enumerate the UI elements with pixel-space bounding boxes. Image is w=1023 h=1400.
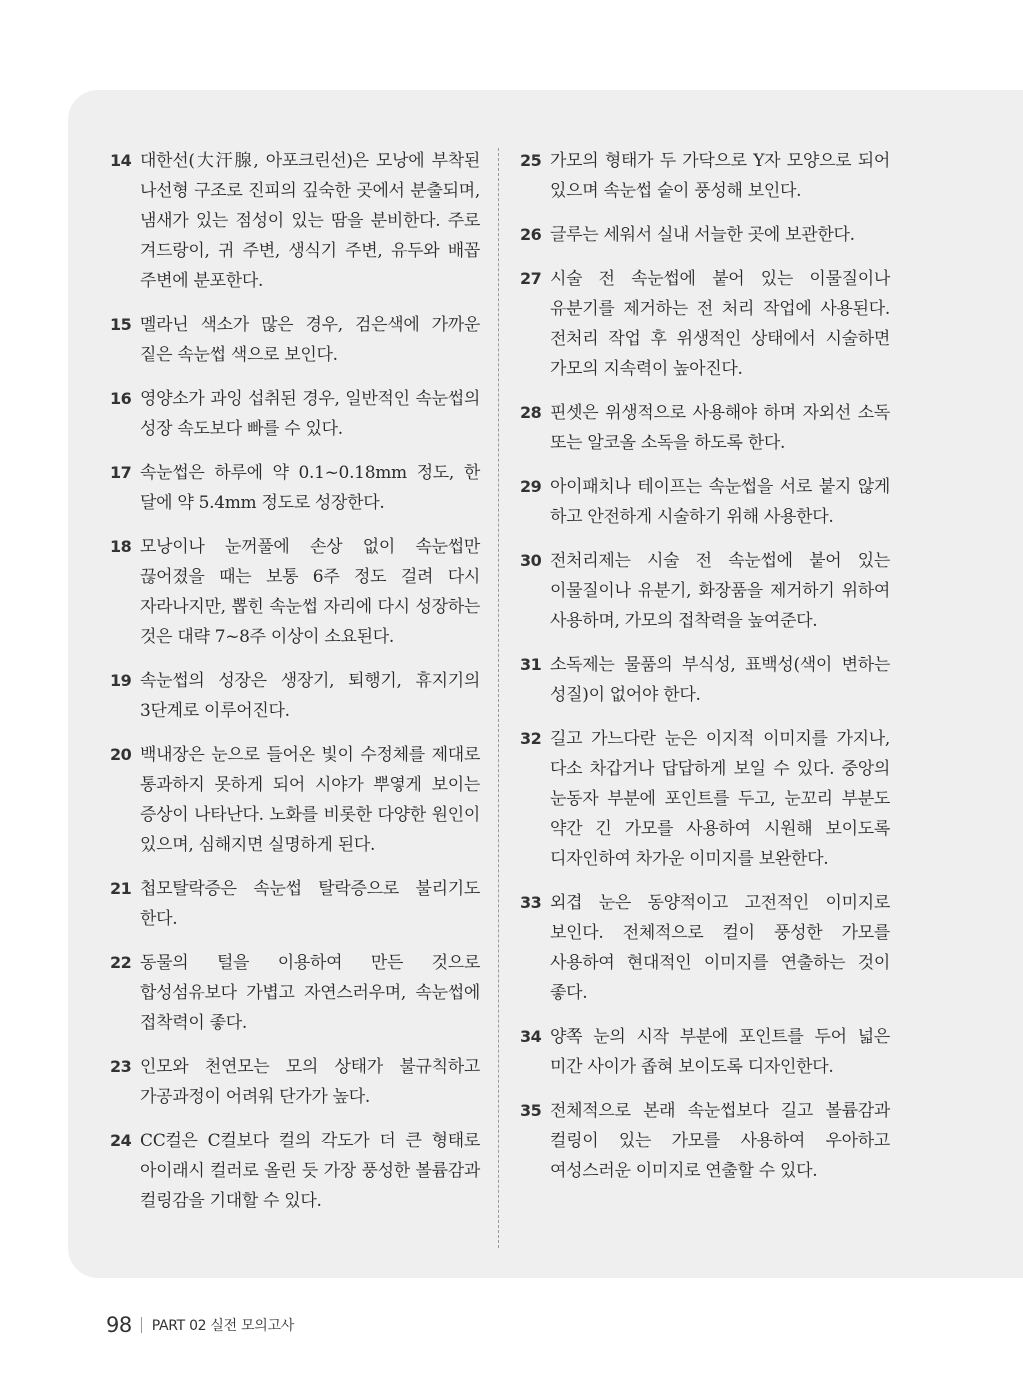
answer-item — [520, 1096, 890, 1186]
item-number: 19 — [110, 671, 132, 690]
item-number: 17 — [110, 463, 132, 482]
answer-item — [520, 398, 890, 458]
answer-column-right — [520, 146, 890, 1200]
item-number: 16 — [110, 389, 132, 408]
column-divider — [498, 148, 499, 1248]
item-text: 영양소가 과잉 섭취된 경우, 일반적인 속눈썹의 성장 속도보다 빠를 수 있다. — [140, 389, 480, 439]
item-number: 26 — [520, 225, 542, 244]
item-text: 전처리제는 시술 전 속눈썹에 붙어 있는 이물질이나 유분기, 화장품을 제거하기 위하여 사용하며, 가모의 접착력을 높여준다. — [550, 551, 890, 631]
item-number: 23 — [110, 1057, 132, 1076]
item-text: 길고 가느다란 눈은 이지적 이미지를 가지나, 다소 차갑거나 답답하게 보일 수 있다. 중앙의 눈동자 부분에 포인트를 두고, 눈꼬리 부분도 약간 긴 가모를 사용하여 시원해 보이도록 디자인하여 차가운 이미지를 보완한다. — [550, 729, 890, 869]
item-number: 25 — [520, 151, 542, 170]
item-number: 20 — [110, 745, 132, 764]
answer-item — [110, 532, 480, 652]
item-number: 22 — [110, 953, 132, 972]
item-text: 전체적으로 본래 속눈썹보다 길고 볼륨감과 컬링이 있는 가모를 사용하여 우아하고 여성스러운 이미지로 연출할 수 있다. — [550, 1101, 890, 1181]
item-text: 핀셋은 위생적으로 사용해야 하며 자외선 소독 또는 알코올 소독을 하도록 한다. — [550, 403, 890, 453]
item-text: 외겹 눈은 동양적이고 고전적인 이미지로 보인다. 전체적으로 컬이 풍성한 가모를 사용하여 현대적인 이미지를 연출하는 것이 좋다. — [550, 893, 890, 1003]
item-text: 속눈썹의 성장은 생장기, 퇴행기, 휴지기의 3단계로 이루어진다. — [140, 671, 480, 721]
item-text: 소독제는 물품의 부식성, 표백성(색이 변하는 성질)이 없어야 한다. — [550, 655, 890, 705]
page-number: 98 — [106, 1313, 132, 1337]
item-number: 28 — [520, 403, 542, 422]
item-number: 18 — [110, 537, 132, 556]
page-footer — [106, 1313, 294, 1337]
answer-item — [110, 1052, 480, 1112]
item-text: 시술 전 속눈썹에 붙어 있는 이물질이나 유분기를 제거하는 전 처리 작업에 사용된다. 전처리 작업 후 위생적인 상태에서 시술하면 가모의 지속력이 높아진다. — [550, 269, 890, 379]
footer-separator — [141, 1317, 142, 1333]
item-text: CC컬은 C컬보다 컬의 각도가 더 큰 형태로 아이래시 컬러로 올린 듯 가장 풍성한 볼륨감과 컬링감을 기대할 수 있다. — [140, 1131, 480, 1211]
item-number: 32 — [520, 729, 542, 748]
item-number: 15 — [110, 315, 132, 334]
item-text: 대한선(大汗腺, 아포크린선)은 모낭에 부착된 나선형 구조로 진피의 깊숙한 곳에서 분출되며, 냄새가 있는 점성이 있는 땀을 분비한다. 주로 겨드랑이, 귀 주변, 생식기 주변, 유두와 배꼽 주변에 분포한다. — [140, 151, 480, 291]
answer-item — [110, 384, 480, 444]
answer-item — [110, 310, 480, 370]
item-number: 30 — [520, 551, 542, 570]
item-text: 아이패치나 테이프는 속눈썹을 서로 붙지 않게 하고 안전하게 시술하기 위해 사용한다. — [550, 477, 890, 527]
item-text: 멜라닌 색소가 많은 경우, 검은색에 가까운 짙은 속눈썹 색으로 보인다. — [140, 315, 480, 365]
answer-item — [520, 724, 890, 874]
item-text: 첩모탈락증은 속눈썹 탈락증으로 불리기도 한다. — [140, 879, 480, 929]
item-text: 동물의 털을 이용하여 만든 것으로 합성섬유보다 가볍고 자연스러우며, 속눈썹에 접착력이 좋다. — [140, 953, 480, 1033]
item-number: 31 — [520, 655, 542, 674]
item-number: 27 — [520, 269, 542, 288]
answer-item — [520, 220, 890, 250]
answer-item — [110, 146, 480, 296]
item-text: 글루는 세워서 실내 서늘한 곳에 보관한다. — [550, 225, 855, 245]
answer-item — [520, 888, 890, 1008]
item-number: 24 — [110, 1131, 132, 1150]
item-number: 29 — [520, 477, 542, 496]
answer-column-left — [110, 146, 480, 1230]
item-number: 34 — [520, 1027, 542, 1046]
answer-item — [110, 740, 480, 860]
answer-item — [520, 650, 890, 710]
answer-item — [110, 874, 480, 934]
item-number: 14 — [110, 151, 132, 170]
item-text: 백내장은 눈으로 들어온 빛이 수정체를 제대로 통과하지 못하게 되어 시야가 뿌옇게 보이는 증상이 나타난다. 노화를 비롯한 다양한 원인이 있으며, 심해지면 실명하게 된다. — [140, 745, 480, 855]
part-label: PART 02 실전 모의고사 — [151, 1318, 294, 1334]
answer-item — [110, 666, 480, 726]
answer-item — [520, 264, 890, 384]
answer-item — [110, 948, 480, 1038]
answer-item — [110, 1126, 480, 1216]
answer-item — [520, 546, 890, 636]
answer-item — [110, 458, 480, 518]
item-text: 인모와 천연모는 모의 상태가 불규칙하고 가공과정이 어려워 단가가 높다. — [140, 1057, 480, 1107]
item-text: 가모의 형태가 두 가닥으로 Y자 모양으로 되어 있으며 속눈썹 숱이 풍성해 보인다. — [550, 151, 890, 201]
answer-item — [520, 472, 890, 532]
answer-item — [520, 1022, 890, 1082]
item-number: 21 — [110, 879, 132, 898]
item-text: 속눈썹은 하루에 약 0.1~0.18mm 정도, 한 달에 약 5.4mm 정도로 성장한다. — [140, 463, 480, 513]
item-number: 35 — [520, 1101, 542, 1120]
item-text: 양쪽 눈의 시작 부분에 포인트를 두어 넓은 미간 사이가 좁혀 보이도록 디자인한다. — [550, 1027, 890, 1077]
answer-item — [520, 146, 890, 206]
item-text: 모낭이나 눈꺼풀에 손상 없이 속눈썹만 끊어졌을 때는 보통 6주 정도 걸려 다시 자라나지만, 뽑힌 속눈썹 자리에 다시 성장하는 것은 대략 7~8주 이상이 소요된다. — [140, 537, 480, 647]
item-number: 33 — [520, 893, 542, 912]
